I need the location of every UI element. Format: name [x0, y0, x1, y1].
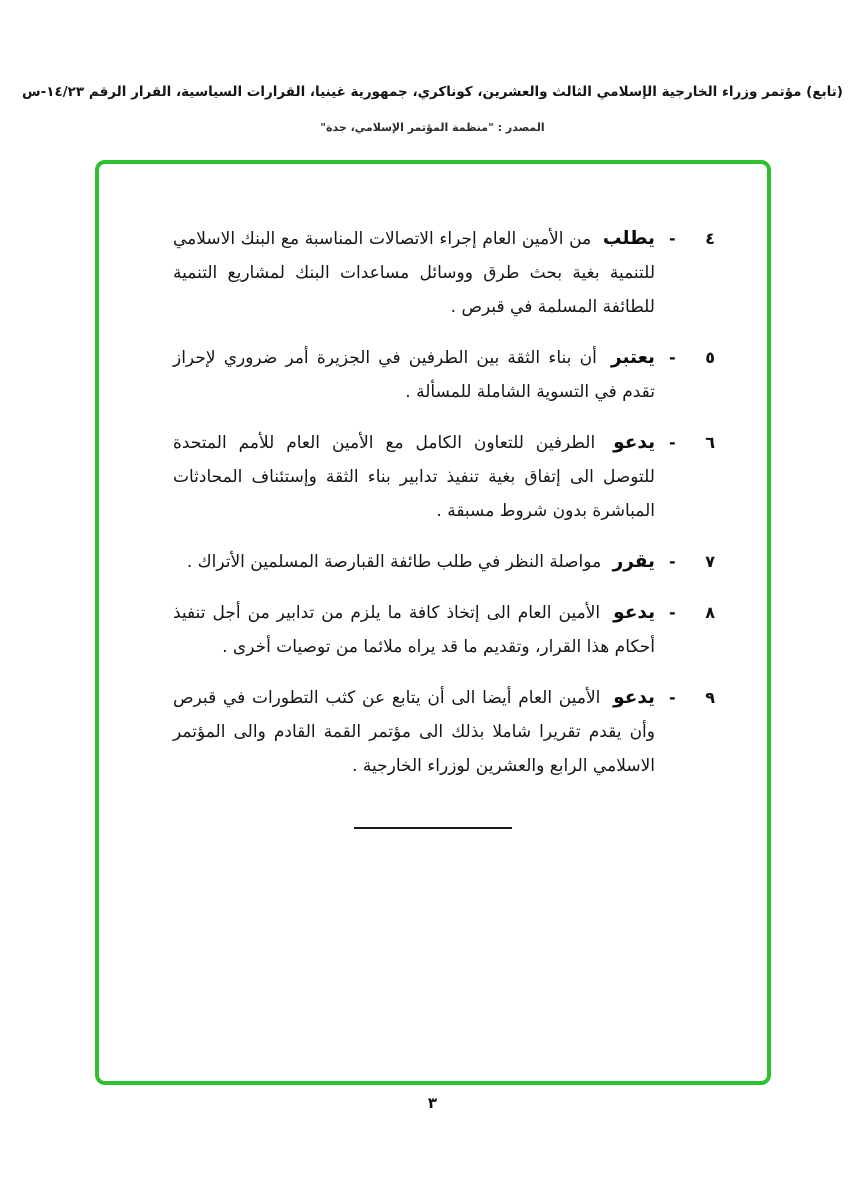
item-marker	[669, 545, 715, 579]
item-marker	[669, 341, 715, 409]
item-body: من الأمين العام إجراء الاتصالات المناسبة مع البنك الاسلامي للتنمية بغية بحث طرق ووسائل مساعدات البنك لمشاريع التنمية للطائفة المسلمة في قبرص .	[173, 229, 655, 317]
item-dash: -	[669, 433, 676, 452]
item-body: أن بناء الثقة بين الطرفين في الجزيرة أمر ضروري لإحراز تقدم في التسوية الشاملة للمسألة .	[173, 348, 655, 402]
item-body: مواصلة النظر في طلب طائفة القبارصة المسلمين الأتراك .	[186, 552, 602, 572]
resolution-item-9	[173, 681, 715, 783]
resolution-items	[99, 164, 767, 783]
resolution-item-5	[173, 341, 715, 409]
item-lead-word: يدعو	[613, 687, 655, 708]
content-border-box	[95, 160, 771, 1085]
item-marker	[669, 596, 715, 664]
item-body: الأمين العام أيضا الى أن يتابع عن كثب التطورات في قبرص وأن يقدم تقريرا شاملا بذلك الى مؤتمر القمة القادم والى المؤتمر الاسلامي الرابع والعشرين لوزراء الخارجية .	[173, 688, 655, 776]
item-lead-word: يدعو	[613, 432, 656, 453]
item-number: ٥	[705, 348, 715, 367]
item-number: ٩	[705, 688, 715, 707]
resolution-item-4	[173, 222, 715, 324]
item-text	[173, 545, 655, 579]
item-text	[173, 222, 655, 324]
item-body: الأمين العام الى إتخاذ كافة ما يلزم من تدابير من أجل تنفيذ أحكام هذا القرار، وتقديم ما قد يراه ملائما من توصيات أخرى .	[173, 603, 655, 657]
header-source: المصدر : "منظمة المؤتمر الإسلامي، جدة"	[320, 121, 545, 134]
item-text	[173, 681, 655, 783]
resolution-item-6	[173, 426, 715, 528]
item-text	[173, 596, 655, 664]
item-dash: -	[669, 688, 676, 707]
resolution-item-7	[173, 545, 715, 579]
item-number: ٦	[705, 433, 715, 452]
page-number: ٣	[427, 1094, 438, 1112]
item-number: ٧	[705, 552, 715, 571]
item-text	[173, 426, 655, 528]
item-lead-word: يدعو	[613, 602, 656, 623]
item-lead-word: يطلب	[602, 228, 655, 249]
item-number: ٨	[705, 603, 715, 622]
item-body: الطرفين للتعاون الكامل مع الأمين العام للأمم المتحدة للتوصل الى إتفاق بغية تنفيذ تدابير بناء الثقة وإستئناف المحادثات المباشرة بدون شروط مسبقة .	[173, 433, 655, 521]
item-dash: -	[669, 603, 676, 622]
item-dash: -	[669, 229, 676, 248]
header-title: (تابع) مؤتمر وزراء الخارجية الإسلامي الثالث والعشرين، كوناكري، جمهورية غينيا، القرارات السياسية، القرار الرقم ١٤/٢٣-س	[22, 84, 843, 100]
item-dash: -	[669, 552, 676, 571]
item-marker	[669, 426, 715, 528]
resolution-item-8	[173, 596, 715, 664]
item-lead-word: يقرر	[612, 551, 655, 572]
item-marker	[669, 681, 715, 783]
item-number: ٤	[705, 229, 715, 248]
item-marker	[669, 222, 715, 324]
item-dash: -	[669, 348, 676, 367]
section-divider	[354, 827, 512, 829]
item-lead-word: يعتبر	[611, 347, 656, 368]
item-text	[173, 341, 655, 409]
